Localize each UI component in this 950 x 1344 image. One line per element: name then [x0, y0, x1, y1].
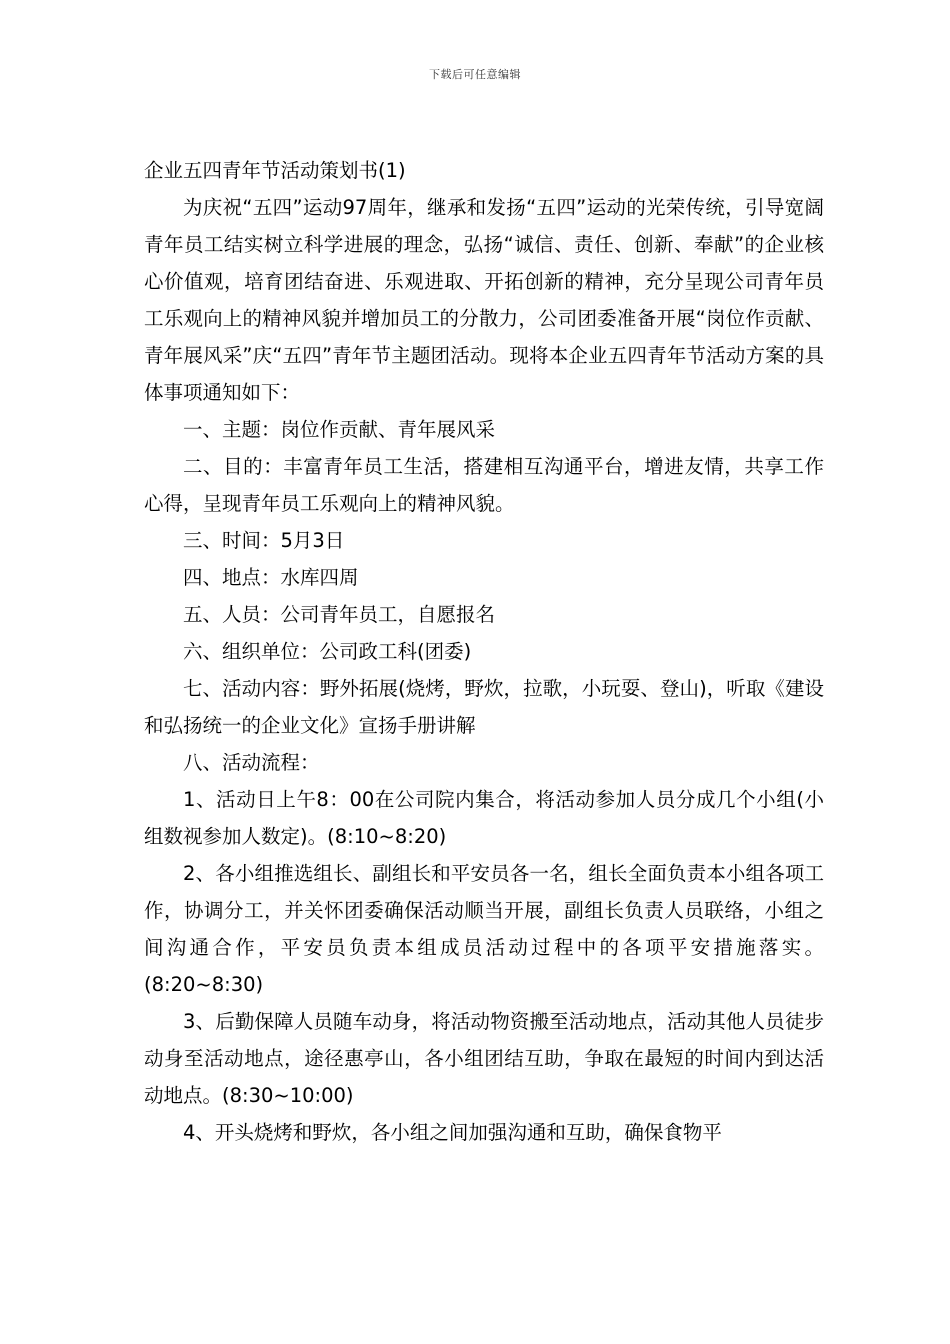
document-body: [144, 152, 824, 1151]
flow-step-2: 2、各小组推选组长、副组长和平安员各一名，组长全面负责本小组各项工作，协调分工，并关怀团委确保活动顺当开展，副组长负责人员联络，小组之间沟通合作，平安员负责本组成员活动过程中的各项平安措施落实。(8:20~8:30): [144, 862, 824, 996]
flow-step-4: 4、开头烧烤和野炊，各小组之间加强沟通和互助，确保食物平: [183, 1121, 722, 1144]
theme-item: 一、主题：岗位作贡献、青年展风采: [183, 418, 496, 441]
intro-paragraph: 为庆祝“五四”运动97周年，继承和发扬“五四”运动的光荣传统，引导宽阔青年员工结实树立科学进展的理念，弘扬“诚信、责任、创新、奉献”的企业核心价值观，培育团结奋进、乐观进取、开拓创新的精神，充分呈现公司青年员工乐观向上的精神风貌并增加员工的分散力，公司团委准备开展“岗位作贡献、青年展风采”庆“五四”青年节主题团活动。现将本企业五四青年节活动方案的具体事项通知如下：: [144, 196, 824, 404]
activity-flow-heading: 八、活动流程：: [183, 751, 320, 774]
flow-step-3: 3、后勤保障人员随车动身，将活动物资搬至活动地点，活动其他人员徒步动身至活动地点，途径惠亭山，各小组团结互助，争取在最短的时间内到达活动地点。(8:30~10:00): [144, 1010, 824, 1107]
organizer-item: 六、组织单位：公司政工科(团委): [183, 640, 472, 663]
participants-item: 五、人员：公司青年员工，自愿报名: [183, 603, 496, 626]
page-header-note: 下载后可任意编辑: [429, 68, 521, 81]
time-item: 三、时间：5月3日: [183, 529, 345, 552]
document-title: 企业五四青年节活动策划书(1): [144, 159, 406, 182]
activity-content-item: 七、活动内容：野外拓展(烧烤，野炊，拉歌，小玩耍、登山)，听取《建设和弘扬统一的企业文化》宣扬手册讲解: [144, 677, 824, 737]
purpose-item: 二、目的：丰富青年员工生活，搭建相互沟通平台，增进友情，共享工作心得，呈现青年员工乐观向上的精神风貌。: [144, 455, 824, 515]
location-item: 四、地点：水库四周: [183, 566, 359, 589]
flow-step-1: 1、活动日上午8：00在公司院内集合，将活动参加人员分成几个小组(小组数视参加人数定)。(8:10~8:20): [144, 788, 824, 848]
